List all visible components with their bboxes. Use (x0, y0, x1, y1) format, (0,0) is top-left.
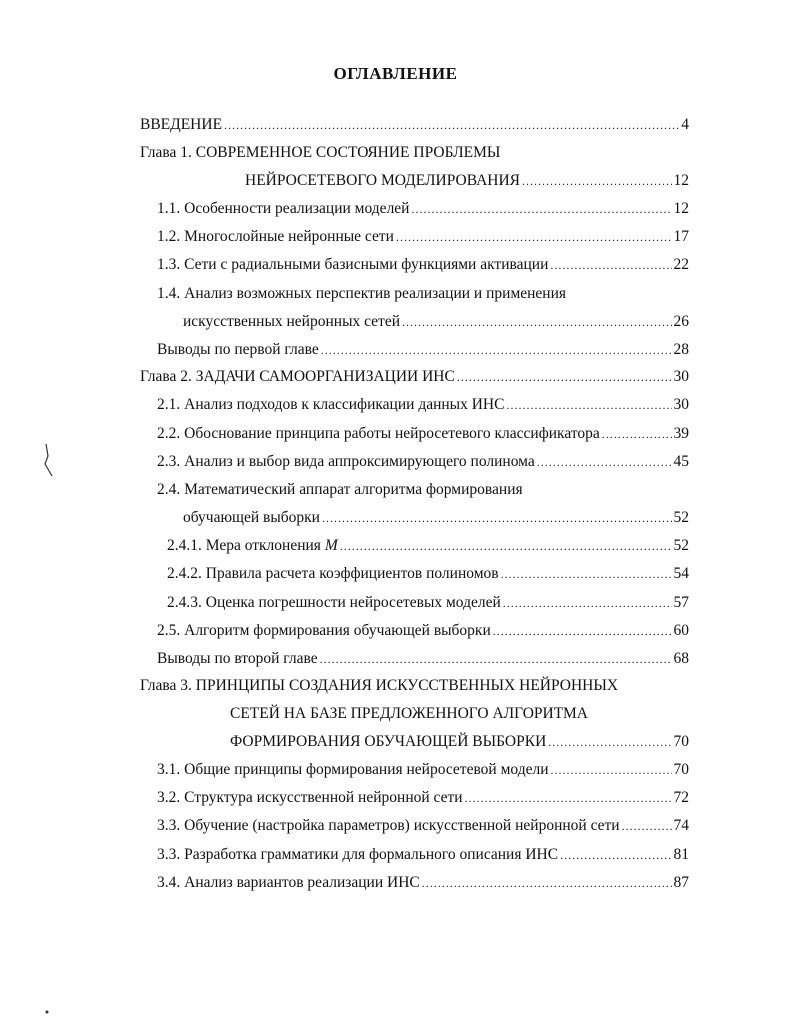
speck-mark (44, 1008, 52, 1016)
toc-label: Выводы по второй главе (157, 650, 318, 667)
toc-entry-1-4[interactable] (183, 312, 689, 334)
toc-label: искусственных нейронных сетей (183, 313, 400, 330)
toc-chapter3-line1[interactable]: Глава 3. ПРИНЦИПЫ СОЗДАНИЯ ИСКУССТВЕННЫХ НЕЙРОННЫХ (140, 677, 619, 694)
toc-page: 12 (673, 200, 689, 217)
toc-page: 28 (673, 341, 689, 358)
page-title: ОГЛАВЛЕНИЕ (333, 64, 458, 83)
toc-label: 1.2. Многослойные нейронные сети (157, 228, 394, 245)
leader-dots (320, 649, 672, 669)
toc-entry-3-2[interactable] (157, 788, 689, 810)
toc-page: 70 (673, 761, 689, 778)
toc-label: 1.3. Сети с радиальными базисными функциями активации (157, 256, 549, 273)
toc-label: Глава 2. ЗАДАЧИ САМООРГАНИЗАЦИИ ИНС (140, 368, 455, 385)
toc-entry-chapter2[interactable] (140, 367, 689, 389)
toc-page: 22 (673, 256, 689, 273)
toc-label: 2.4.2. Правила расчета коэффициентов полиномов (167, 565, 499, 582)
toc-label: 3.1. Общие принципы формирования нейросетевой модели (157, 761, 549, 778)
toc-label: 3.3. Разработка грамматики для формального описания ИНС (157, 846, 559, 863)
toc-entry-2-4-1[interactable] (167, 536, 689, 558)
leader-dots (224, 115, 679, 135)
toc-entry-chapter3[interactable] (230, 732, 689, 754)
toc-label: 2.2. Обоснование принципа работы нейросетевого классификатора (157, 425, 600, 442)
leader-dots (622, 816, 672, 836)
toc-entry-ch1-conclusion[interactable] (157, 340, 689, 362)
leader-dots (396, 227, 672, 247)
toc-page: 70 (673, 733, 689, 750)
toc-label: 2.4.3. Оценка погрешности нейросетевых моделей (167, 594, 501, 611)
leader-dots (560, 845, 671, 865)
toc-label: НЕЙРОСЕТЕВОГО МОДЕЛИРОВАНИЯ (245, 172, 520, 189)
leader-dots (493, 621, 672, 641)
toc-chapter1-line1[interactable]: Глава 1. СОВРЕМЕННОЕ СОСТОЯНИЕ ПРОБЛЕМЫ (140, 144, 501, 161)
toc-page: 60 (673, 622, 689, 639)
toc-entry-1-3[interactable] (157, 255, 689, 277)
leader-dots (422, 873, 672, 893)
leader-dots (321, 340, 672, 360)
toc-page: 26 (673, 313, 689, 330)
toc-label: обучающей выборки (183, 509, 320, 526)
toc-entry-2-4-3[interactable] (167, 593, 689, 615)
toc-page: 87 (673, 874, 689, 891)
toc-entry-2-1[interactable] (157, 395, 689, 417)
toc-entry-chapter1[interactable] (245, 171, 689, 193)
leader-dots (551, 760, 672, 780)
toc-label-variable: M (324, 537, 338, 554)
leader-dots (548, 732, 671, 752)
toc-entry-2-4[interactable] (183, 508, 689, 530)
toc-chapter3-line2[interactable]: СЕТЕЙ НА БАЗЕ ПРЕДЛОЖЕННОГО АЛГОРИТМА (230, 705, 588, 722)
toc-page: 45 (673, 453, 689, 470)
toc-page: 72 (673, 789, 689, 806)
leader-dots (550, 255, 671, 275)
toc-label: 3.2. Структура искусственной нейронной сети (157, 789, 463, 806)
leader-dots (340, 536, 672, 556)
leader-dots (402, 312, 672, 332)
toc-entry-2-4-2[interactable] (167, 564, 689, 586)
pen-mark (42, 442, 56, 480)
toc-1-4-line1[interactable]: 1.4. Анализ возможных перспектив реализации и применения (157, 285, 567, 302)
toc-page: 52 (673, 537, 689, 554)
leader-dots (465, 788, 672, 808)
toc-entry-2-5[interactable] (157, 621, 689, 643)
leader-dots (322, 508, 672, 528)
toc-page: 54 (673, 565, 689, 582)
toc-page: 68 (673, 650, 689, 667)
toc-page: 81 (673, 846, 689, 863)
toc-2-4-line1[interactable]: 2.4. Математический аппарат алгоритма формирования (157, 481, 523, 498)
leader-dots (503, 593, 672, 613)
leader-dots (506, 395, 671, 415)
toc-page: 74 (673, 817, 689, 834)
toc-label: 3.3. Обучение (настройка параметров) искусственной нейронной сети (157, 817, 620, 834)
leader-dots (501, 564, 672, 584)
toc-label: 1.1. Особенности реализации моделей (157, 200, 410, 217)
toc-entry-intro[interactable] (140, 115, 689, 137)
toc-label: Выводы по первой главе (157, 341, 319, 358)
toc-entry-1-2[interactable] (157, 227, 689, 249)
toc-label (167, 536, 338, 556)
leader-dots (457, 367, 672, 387)
toc-entry-3-4[interactable] (157, 873, 689, 895)
toc-label-prefix: 2.4.1. Мера отклонения (167, 537, 321, 554)
toc-page: 12 (673, 172, 689, 189)
toc-entry-1-1[interactable] (157, 199, 689, 221)
toc-page: 57 (673, 594, 689, 611)
toc-label: 2.3. Анализ и выбор вида аппроксимирующего полинома (157, 453, 535, 470)
toc-page: 30 (673, 396, 689, 413)
toc-entry-3-3[interactable] (157, 816, 689, 838)
toc-page: 30 (673, 368, 689, 385)
toc-label: ВВЕДЕНИЕ (140, 116, 223, 133)
toc-entry-ch2-conclusion[interactable] (157, 649, 689, 671)
toc-label: ФОРМИРОВАНИЯ ОБУЧАЮЩЕЙ ВЫБОРКИ (230, 733, 547, 750)
leader-dots (411, 199, 671, 219)
leader-dots (522, 171, 672, 191)
toc-label: 2.1. Анализ подходов к классификации данных ИНС (157, 396, 505, 413)
toc-entry-2-3[interactable] (157, 452, 689, 474)
toc-page: 39 (673, 425, 689, 442)
toc-label: 3.4. Анализ вариантов реализации ИНС (157, 874, 420, 891)
toc-entry-3-3b[interactable] (157, 845, 689, 867)
toc-label: 2.5. Алгоритм формирования обучающей выборки (157, 622, 491, 639)
leader-dots (602, 424, 672, 444)
toc-entry-2-2[interactable] (157, 424, 689, 446)
leader-dots (537, 452, 672, 472)
toc-entry-3-1[interactable] (157, 760, 689, 782)
toc-page: 4 (681, 116, 689, 133)
toc-page: 17 (673, 228, 689, 245)
toc-page: 52 (673, 509, 689, 526)
